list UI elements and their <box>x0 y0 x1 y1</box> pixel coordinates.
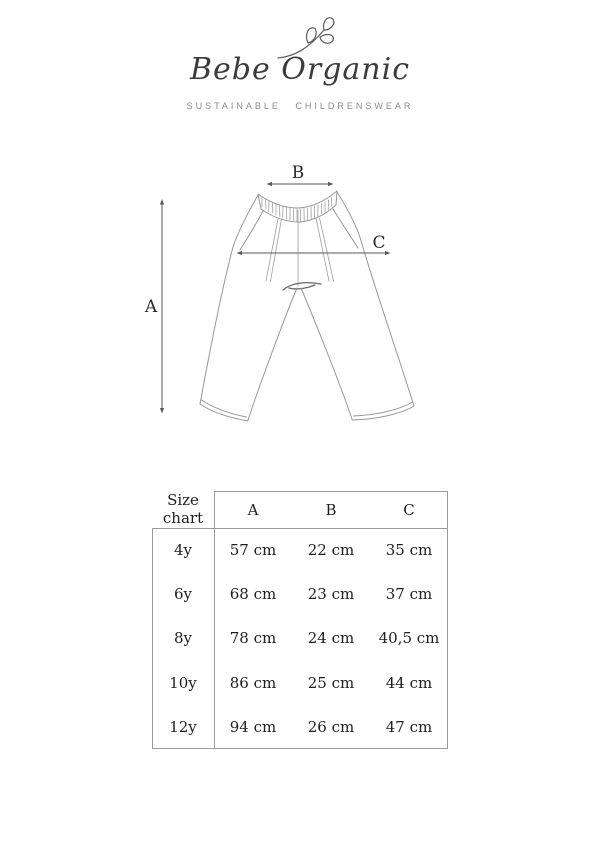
waistband-gathers <box>262 197 332 222</box>
brand-tagline: SUSTAINABLE CHILDRENSWEAR <box>186 101 414 111</box>
size-label: 8y <box>173 629 193 648</box>
value-c: 44 cm <box>385 673 433 692</box>
brand-name: Bebe Organic <box>189 52 411 87</box>
table-corner-header: Size chart <box>162 490 204 527</box>
value-b: 22 cm <box>307 541 355 560</box>
right-outer-seam <box>337 192 414 406</box>
left-inner-seam <box>248 288 297 420</box>
measure-c-label: C <box>372 233 386 253</box>
value-c: 47 cm <box>385 717 433 736</box>
value-a: 68 cm <box>229 585 277 604</box>
right-hem <box>352 402 414 420</box>
crotch-sketch <box>283 283 321 290</box>
measure-a-arrow <box>160 199 164 414</box>
value-c: 37 cm <box>385 585 433 604</box>
value-a: 94 cm <box>229 717 277 736</box>
size-label: 6y <box>173 585 193 604</box>
column-header-c: C <box>403 500 415 519</box>
value-c: 40,5 cm <box>378 629 440 648</box>
value-a: 57 cm <box>229 541 277 560</box>
size-chart-table <box>152 491 448 749</box>
value-b: 26 cm <box>307 717 355 736</box>
left-pocket-line <box>240 211 263 250</box>
value-b: 25 cm <box>307 673 355 692</box>
pants-measurement-diagram <box>140 160 460 435</box>
value-c: 35 cm <box>385 541 433 560</box>
right-pocket-line <box>333 209 358 248</box>
value-a: 78 cm <box>229 629 277 648</box>
value-b: 23 cm <box>307 585 355 604</box>
left-hem <box>200 400 248 421</box>
column-header-a: A <box>247 500 259 519</box>
measure-c-arrow <box>237 251 391 255</box>
value-b: 24 cm <box>307 629 355 648</box>
right-inner-seam <box>301 288 352 419</box>
column-header-b: B <box>325 500 337 519</box>
measure-b-label: B <box>291 163 305 183</box>
pleat-lines <box>266 218 334 281</box>
measure-a-label: A <box>144 297 158 317</box>
size-label: 12y <box>169 717 197 736</box>
size-label: 10y <box>169 673 197 692</box>
size-label: 4y <box>173 541 193 560</box>
waistband-right-end <box>336 191 337 205</box>
value-a: 86 cm <box>229 673 277 692</box>
left-outer-seam <box>200 195 258 404</box>
